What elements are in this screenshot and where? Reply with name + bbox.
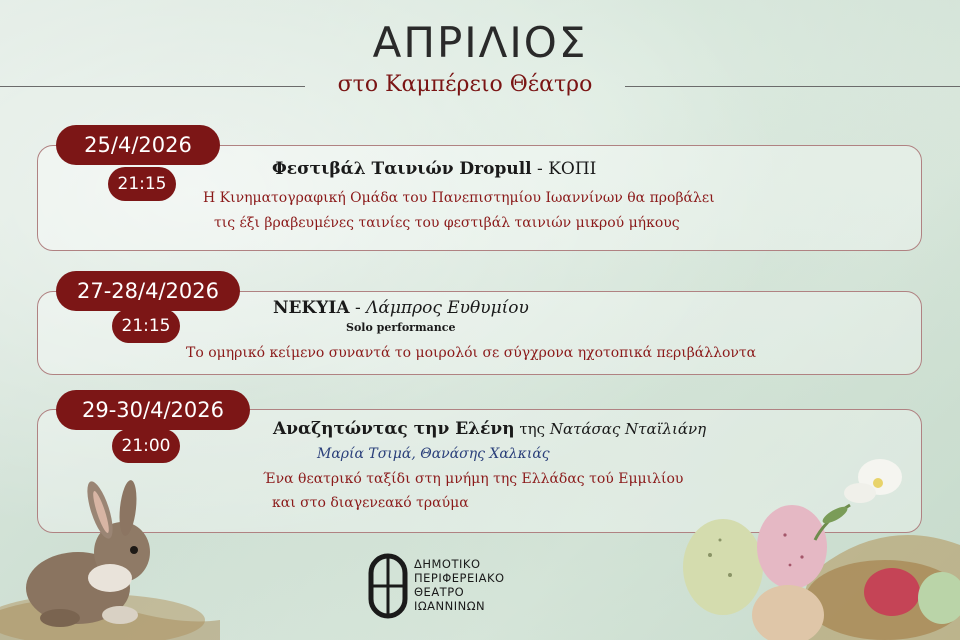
event-description-line: τις έξι βραβευμένες ταινίες του φεστιβάλ ταινιών μικρού μήκους (214, 215, 680, 231)
subtitle-row (0, 72, 960, 102)
event-description-line: Ένα θεατρικό ταξίδι στη μνήμη της Ελλάδας τού Εμμιλίου (263, 471, 684, 487)
event-title-main: ΝΕΚΥΙΑ (273, 298, 350, 318)
event-description-line: και στο διαγενεακό τραύμα (272, 495, 469, 511)
logo-text (414, 557, 505, 613)
event-tag: Solo performance (346, 321, 456, 334)
logo-line: ΔΗΜΟΤΙΚΟ (414, 557, 481, 571)
event-title (272, 159, 596, 179)
divider-left (0, 86, 305, 87)
event-time-badge: 21:15 (108, 167, 176, 201)
theatre-logo-icon (368, 553, 408, 619)
event-date-badge: 29-30/4/2026 (56, 390, 250, 430)
event-title-main: Φεστιβάλ Ταινιών Dropull (272, 159, 532, 179)
page-title: ΑΠΡΙΛΙΟΣ (372, 18, 588, 67)
easter-eggs-illustration (620, 445, 960, 640)
logo-line: ΙΩΑΝΝΙΝΩΝ (414, 599, 486, 613)
event-time-badge: 21:00 (112, 429, 180, 463)
event-title-author: Νατάσας Νταϊλιάνη (549, 420, 707, 438)
event-description-line: Το ομηρικό κείμενο συναντά το μοιρολόι σε σύγχρονα ηχοτοπικά περιβάλλοντα (186, 345, 757, 361)
event-date-badge: 27-28/4/2026 (56, 271, 240, 311)
event-cast: Μαρία Τσιμά, Θανάσης Χαλκιάς (317, 446, 550, 462)
logo-line: ΠΕΡΙΦΕΡΕΙΑΚΟ (414, 571, 505, 585)
event-title-separator: - (349, 298, 367, 318)
event-description-line: Η Κινηματογραφική Ομάδα του Πανεπιστημίου Ιωαννίνων θα προβάλει (203, 190, 715, 206)
logo-line: ΘΕΑΤΡΟ (414, 585, 465, 599)
event-title-main: Αναζητώντας την Ελένη (273, 419, 515, 439)
event-title-rest: της (514, 420, 550, 438)
divider-right (625, 86, 960, 87)
event-title (273, 419, 706, 439)
event-title-rest: - ΚΟΠΙ (531, 159, 597, 179)
page-subtitle: στο Καμπέρειο Θέατρο (337, 72, 593, 97)
event-time-badge: 21:15 (112, 309, 180, 343)
event-title (273, 298, 529, 318)
event-title-artist: Λάμπρος Ευθυμίου (366, 298, 529, 318)
rabbit-illustration (0, 470, 220, 640)
event-date-badge: 25/4/2026 (56, 125, 220, 165)
